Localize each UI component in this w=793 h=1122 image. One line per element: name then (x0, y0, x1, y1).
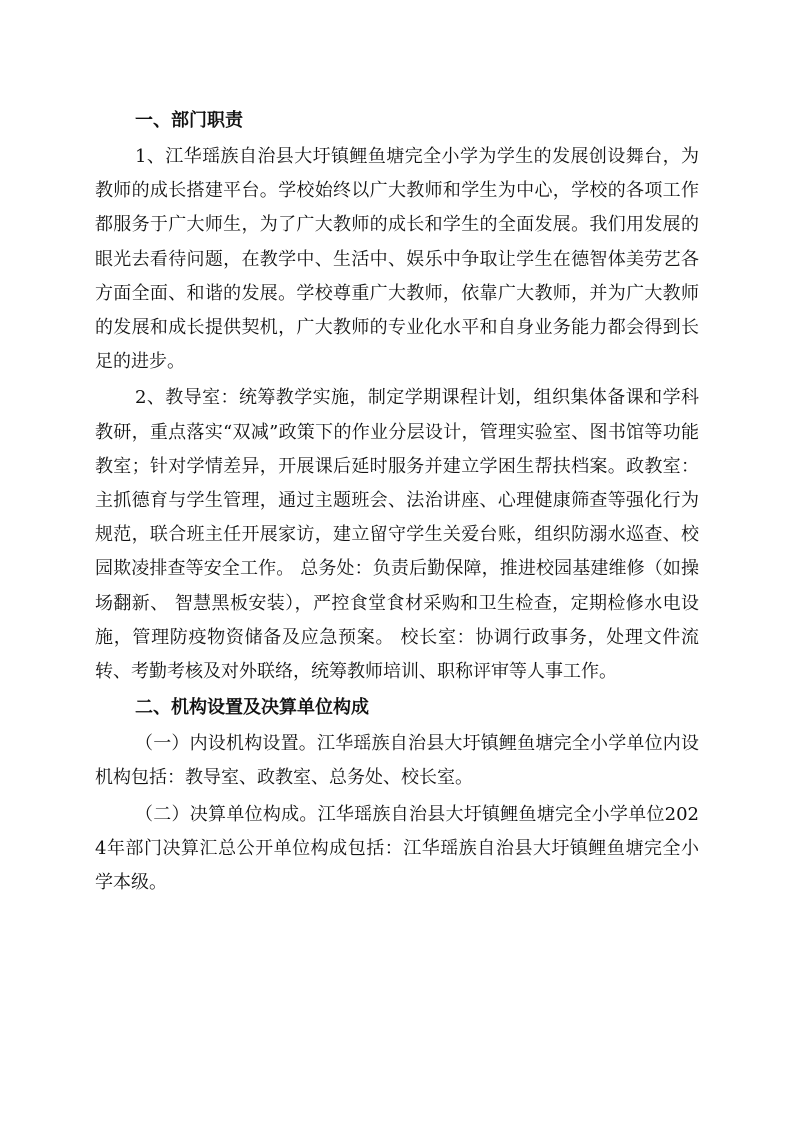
paragraph-budget-unit-composition: （二）决算单位构成。江华瑶族自治县大圩镇鲤鱼塘完全小学单位2024年部门决算汇总公开单位构成包括：江华瑶族自治县大圩镇鲤鱼塘完全小学本级。 (95, 803, 699, 894)
section-heading-organization: 二、机构设置及决算单位构成 (135, 697, 369, 719)
section-heading-responsibilities: 一、部门职责 (135, 110, 243, 131)
paragraph-school-mission: 1、江华瑶族自治县大圩镇鲤鱼塘完全小学为学生的发展创设舞台，为教师的成长搭建平台。学校始终以广大教师和学生为中心，学校的各项工作都服务于广大师生，为了广大教师的成长和学生的全面发展。我们用发展的眼光去看待问题，在教学中、生活中、娱乐中争取让学生在德智体美劳艺各方面全面、和谐的发展。学校尊重广大教师，依靠广大教师，并为广大教师的发展和成长提供契机，广大教师的专业化水平和自身业务能力都会得到长足的进步。 (95, 146, 699, 373)
document-body (95, 104, 699, 900)
paragraph-office-duties: 2、教导室：统筹教学实施，制定学期课程计划，组织集体备课和学科教研，重点落实“双减”政策下的作业分层设计，管理实验室、图书馆等功能教室；针对学情差异，开展课后延时服务并建立学困生帮扶档案。政教室：主抓德育与学生管理，通过主题班会、法治讲座、心理健康筛查等强化行为规范，联合班主任开展家访，建立留守学生关爱台账，组织防溺水巡查、校园欺凌排查等安全工作。 总务处：负责后勤保障，推进校园基建维修（如操场翻新、 智慧黑板安装），严控食堂食材采购和卫生检查，定期检修水电设施，管理防疫物资储备及应急预案。 校长室：协调行政事务，处理文件流转、考勤考核及对外联络，统筹教师培训、职称评审等人事工作。 (95, 387, 699, 683)
paragraph-internal-structure: （一）内设机构设置。江华瑶族自治县大圩镇鲤鱼塘完全小学单位内设机构包括：教导室、政教室、总务处、校长室。 (95, 733, 699, 789)
